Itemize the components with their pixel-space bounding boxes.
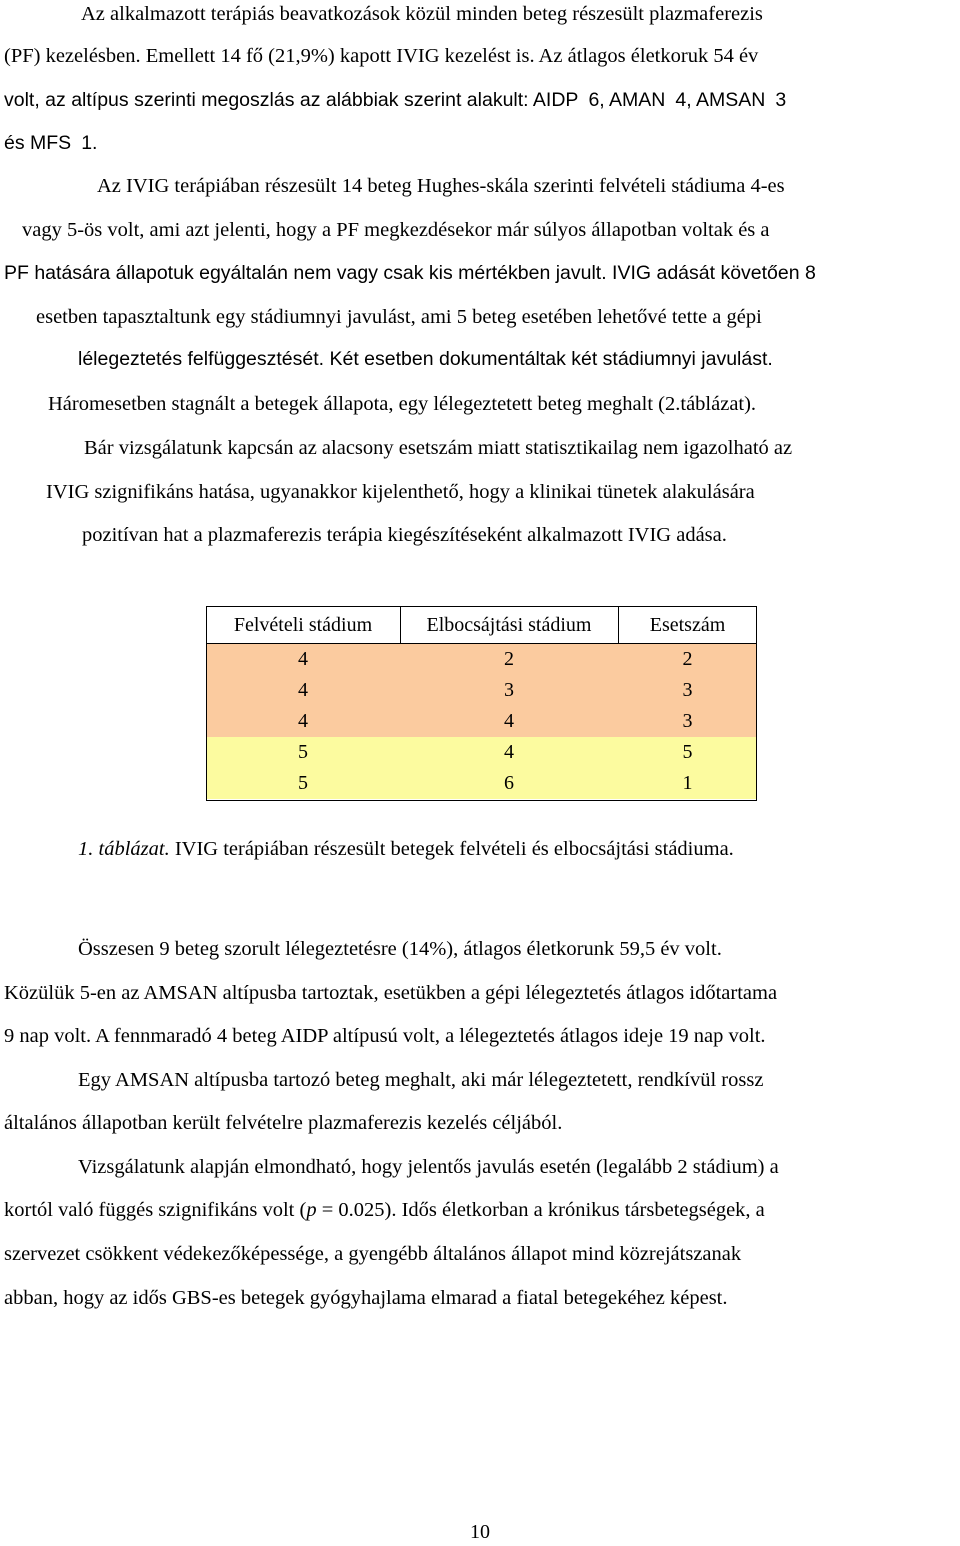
cell-discharge: 4: [504, 710, 514, 732]
para1-line2: (PF) kezelésben. Emellett 14 fő (21,9%) kapott IVIG kezelést is. Az átlagos életkoruk 54 év: [4, 45, 759, 67]
p-value-symbol: p: [306, 1199, 317, 1221]
para1-line4: [4, 129, 97, 157]
para2-line5: lélegeztetés felfüggesztését. Két esetben dokumentáltak két stádiumnyi javulást.: [78, 348, 773, 370]
table-caption: [78, 835, 734, 863]
cell-discharge: 3: [504, 679, 514, 701]
para1-line3-a: volt, az altípus szerinti megoszlás az alábbiak szerint alakult: AIDP: [4, 89, 579, 111]
table-row: [206, 737, 757, 768]
para1-line3: [4, 86, 786, 114]
cell-discharge: 6: [504, 772, 514, 794]
para6-line3: szervezet csökkent védekezőképessége, a gyengébb általános állapot mind közrejátszanak: [4, 1243, 742, 1265]
cell-discharge: 4: [504, 741, 514, 763]
cell-count: 5: [682, 741, 693, 763]
para1-line4-b: 1.: [81, 132, 98, 154]
table-header-divider: [618, 606, 619, 644]
para2-line2: vagy 5-ös volt, ami azt jelenti, hogy a PF megkezdésekor már súlyos állapotban voltak és a: [22, 219, 770, 241]
para4-line1: Összesen 9 beteg szorult lélegeztetésre (14%), átlagos életkorunk 59,5 év volt.: [78, 938, 722, 960]
para5-line1: Egy AMSAN altípusba tartozó beteg meghalt, aki már lélegeztetett, rendkívül rossz: [78, 1069, 764, 1091]
para2-line3: PF hatására állapotuk egyáltalán nem vagy csak kis mértékben javult. IVIG adását követően 8: [4, 262, 816, 284]
table-caption-text: IVIG terápiában részesült betegek felvételi és elbocsájtási stádiuma.: [169, 838, 734, 860]
cell-count: 3: [682, 679, 693, 701]
table-row: [206, 644, 757, 675]
table-row: [206, 675, 757, 706]
para1-line3-d: 3: [775, 89, 787, 111]
para6-line2-b: = 0.025). Idős életkorban a krónikus társbetegségek, a: [316, 1199, 765, 1221]
cell-count: 1: [682, 772, 693, 794]
para4-line2: Közülük 5-en az AMSAN altípusba tartoztak, esetükben a gépi lélegeztetés átlagos időtartama: [4, 982, 778, 1004]
cell-count: 2: [682, 648, 693, 670]
header-admission-stage: Felvételi stádium: [206, 606, 400, 644]
para3-line2: IVIG szignifikáns hatása, ugyanakkor kijelenthető, hogy a klinikai tünetek alakulására: [46, 481, 755, 503]
table-caption-label: 1. táblázat.: [78, 838, 170, 860]
cell-admission: 4: [298, 648, 308, 670]
cell-admission: 4: [298, 710, 308, 732]
cell-count: 3: [682, 710, 693, 732]
stage-table: [206, 606, 757, 799]
cell-admission: 5: [298, 741, 308, 763]
para1-line4-a: és MFS: [4, 132, 72, 154]
para6-line2-a: kortól való függés szignifikáns volt (: [4, 1199, 307, 1221]
para1-line3-b: 6, AMAN: [588, 89, 666, 111]
para2-line4: esetben tapasztaltunk egy stádiumnyi javulást, ami 5 beteg esetében lehetővé tette a gépi: [36, 306, 762, 328]
cell-discharge: 2: [504, 648, 514, 670]
para3-line1: Bár vizsgálatunk kapcsán az alacsony esetszám miatt statisztikailag nem igazolható az: [84, 437, 793, 459]
table-header-underline: [206, 643, 757, 644]
table-row: [206, 768, 757, 799]
para6-line1: Vizsgálatunk alapján elmondható, hogy jelentős javulás esetén (legalább 2 stádium) a: [78, 1156, 779, 1178]
header-discharge-stage: Elbocsájtási stádium: [400, 606, 618, 644]
header-case-count: Esetszám: [618, 606, 757, 644]
para3-line3: pozitívan hat a plazmaferezis terápia kiegészítéseként alkalmazott IVIG adása.: [82, 524, 727, 546]
para1-line1: Az alkalmazott terápiás beavatkozások közül minden beteg részesült plazmaferezis: [81, 3, 763, 25]
cell-admission: 5: [298, 772, 308, 794]
para1-line3-c: 4, AMSAN: [675, 89, 766, 111]
table-row: [206, 706, 757, 737]
para5-line2: általános állapotban került felvételre plazmaferezis kezelés céljából.: [4, 1112, 563, 1134]
para2-line1: Az IVIG terápiában részesült 14 beteg Hughes-skála szerinti felvételi stádiuma 4-es: [97, 175, 785, 197]
para6-line4: abban, hogy az idős GBS-es betegek gyógyhajlama elmarad a fiatal betegekéhez képest.: [4, 1287, 728, 1309]
para2-line6: Háromesetben stagnált a betegek állapota, egy lélegeztetett beteg meghalt (2.táblázat).: [48, 393, 757, 415]
table-header-row: [206, 606, 757, 644]
para4-line3: 9 nap volt. A fennmaradó 4 beteg AIDP altípusú volt, a lélegeztetés átlagos ideje 19 nap volt.: [4, 1025, 766, 1047]
para6-line2: [4, 1196, 765, 1224]
table-header-divider: [400, 606, 401, 644]
cell-admission: 4: [298, 679, 308, 701]
page-number: 10: [470, 1521, 490, 1543]
